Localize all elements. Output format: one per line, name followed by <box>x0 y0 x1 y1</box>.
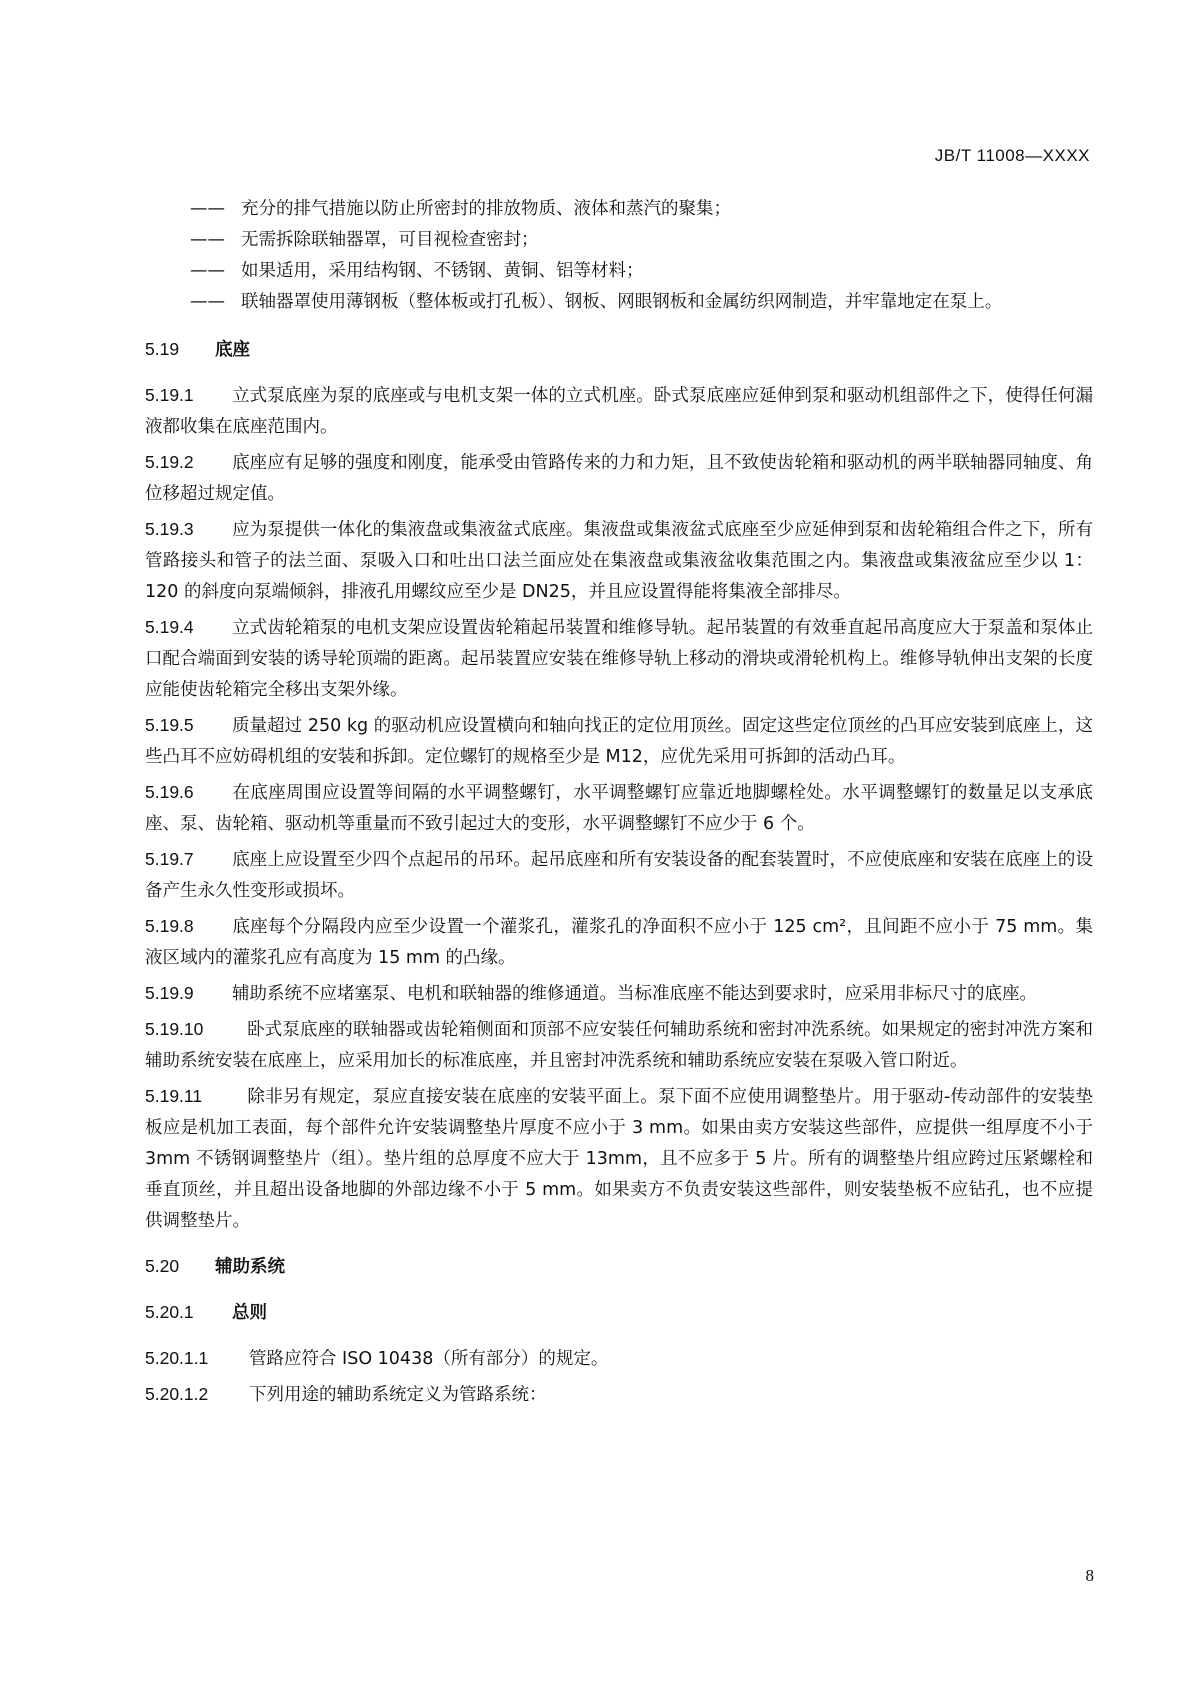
clause-5-19-8 <box>145 911 1093 974</box>
clause-5-19-10 <box>145 1014 1093 1077</box>
clause-number: 5.20.1.2 <box>145 1384 209 1404</box>
section-heading-5-19 <box>145 334 1093 366</box>
clause-number: 5.19.8 <box>145 916 194 936</box>
dash-marker: —— <box>190 261 225 281</box>
list-item <box>145 225 1093 256</box>
clause-text: 下列用途的辅助系统定义为管路系统： <box>249 1385 547 1405</box>
list-item-text: 无需拆除联轴器罩，可目视检查密封； <box>241 230 539 250</box>
list-item-text: 充分的排气措施以防止所密封的排放物质、液体和蒸汽的聚集； <box>241 199 731 219</box>
clause-5-19-7 <box>145 844 1093 907</box>
list-item-text: 如果适用，采用结构钢、不锈钢、黄铜、铝等材料； <box>241 261 644 281</box>
clause-5-20-1-2 <box>145 1379 1093 1411</box>
dash-marker: —— <box>190 292 225 312</box>
clause-number: 5.19.10 <box>145 1019 204 1039</box>
section-title: 底座 <box>215 340 250 360</box>
section-heading-5-20-1 <box>145 1297 1093 1329</box>
clause-number: 5.19.6 <box>145 782 194 802</box>
clause-text: 立式泵底座为泵的底座或与电机支架一体的立式机座。卧式泵底座应延伸到泵和驱动机组部件之下，使得任何漏液都收集在底座范围内。 <box>145 386 1093 437</box>
page-body <box>145 194 1093 1415</box>
dash-list <box>145 194 1093 318</box>
clause-5-19-11 <box>145 1081 1093 1237</box>
clause-5-19-3 <box>145 514 1093 608</box>
clause-text: 管路应符合 ISO 10438（所有部分）的规定。 <box>249 1349 609 1369</box>
clause-5-19-4 <box>145 612 1093 706</box>
clause-number: 5.19.9 <box>145 983 194 1003</box>
clause-number: 5.19.2 <box>145 452 194 472</box>
list-item <box>145 256 1093 287</box>
clause-text: 辅助系统不应堵塞泵、电机和联轴器的维修通道。当标准底座不能达到要求时，应采用非标尺寸的底座。 <box>232 984 1037 1004</box>
clause-5-19-6 <box>145 777 1093 840</box>
section-number: 5.20 <box>145 1256 180 1276</box>
clause-number: 5.19.7 <box>145 849 194 869</box>
dash-marker: —— <box>190 230 225 250</box>
clause-number: 5.19.3 <box>145 519 194 539</box>
clause-text: 底座每个分隔段内应至少设置一个灌浆孔，灌浆孔的净面积不应小于 125 cm²，且间距不应小于 75 mm。集液区域内的灌浆孔应有高度为 15 mm 的凸缘。 <box>145 917 1093 968</box>
clause-5-20-1-1 <box>145 1343 1093 1375</box>
list-item <box>145 194 1093 225</box>
clause-number: 5.19.5 <box>145 715 194 735</box>
clause-text: 应为泵提供一体化的集液盘或集液盆式底座。集液盘或集液盆式底座至少应延伸到泵和齿轮箱组合件之下，所有管路接头和管子的法兰面、泵吸入口和吐出口法兰面应处在集液盘或集液盆收集范围之内。集液盘或集液盆应至少以 1：120 的斜度向泵端倾斜，排液孔用螺纹应至少是 DN25，并且应设置得能将集液全部排尽。 <box>145 520 1093 602</box>
clause-text: 质量超过 250 kg 的驱动机应设置横向和轴向找正的定位用顶丝。固定这些定位顶丝的凸耳应安装到底座上，这些凸耳不应妨碍机组的安装和拆卸。定位螺钉的规格至少是 M12，应优先采用可拆卸的活动凸耳。 <box>145 716 1093 767</box>
section-number: 5.20.1 <box>145 1302 194 1322</box>
section-number: 5.19 <box>145 339 180 359</box>
clause-text: 在底座周围应设置等间隔的水平调整螺钉，水平调整螺钉应靠近地脚螺栓处。水平调整螺钉的数量足以支承底座、泵、齿轮箱、驱动机等重量而不致引起过大的变形，水平调整螺钉不应少于 6 个。 <box>145 783 1093 834</box>
clause-5-19-2 <box>145 447 1093 510</box>
clause-5-19-9 <box>145 978 1093 1010</box>
clause-number: 5.19.11 <box>145 1086 203 1106</box>
list-item <box>145 287 1093 318</box>
section-title: 辅助系统 <box>215 1257 285 1277</box>
clause-number: 5.20.1.1 <box>145 1348 209 1368</box>
clause-text: 除非另有规定，泵应直接安装在底座的安装平面上。泵下面不应使用调整垫片。用于驱动-传动部件的安装垫板应是机加工表面，每个部件允许安装调整垫片厚度不应小于 3 mm。如果由卖方安装这些部件，应提供一组厚度不小于 3mm 不锈钢调整垫片（组）。垫片组的总厚度不应大于 13mm，且不应多于 5 片。所有的调整垫片组应跨过压紧螺栓和垂直顶丝，并且超出设备地脚的外部边缘不小于 5 mm。如果卖方不负责安装这些部件，则安装垫板不应钻孔，也不应提供调整垫片。 <box>145 1087 1093 1231</box>
clause-text: 卧式泵底座的联轴器或齿轮箱侧面和顶部不应安装任何辅助系统和密封冲洗系统。如果规定的密封冲洗方案和辅助系统安装在底座上，应采用加长的标准底座，并且密封冲洗系统和辅助系统应安装在泵吸入管口附近。 <box>145 1020 1093 1071</box>
dash-marker: —— <box>190 199 225 219</box>
clause-text: 立式齿轮箱泵的电机支架应设置齿轮箱起吊装置和维修导轨。起吊装置的有效垂直起吊高度应大于泵盖和泵体止口配合端面到安装的诱导轮顶端的距离。起吊装置应安装在维修导轨上移动的滑块或滑轮机构上。维修导轨伸出支架的长度应能使齿轮箱完全移出支架外缘。 <box>145 618 1093 700</box>
clause-5-19-1 <box>145 380 1093 443</box>
section-heading-5-20 <box>145 1251 1093 1283</box>
clause-5-19-5 <box>145 710 1093 773</box>
list-item-text: 联轴器罩使用薄钢板（整体板或打孔板）、钢板、网眼钢板和金属纺织网制造，并牢靠地定在泵上。 <box>241 292 1003 312</box>
document-code: JB/T 11008—XXXX <box>934 146 1090 165</box>
clause-number: 5.19.1 <box>145 385 194 405</box>
clause-number: 5.19.4 <box>145 617 194 637</box>
clause-text: 底座上应设置至少四个点起吊的吊环。起吊底座和所有安装设备的配套装置时，不应使底座和安装在底座上的设备产生永久性变形或损坏。 <box>145 850 1093 901</box>
clause-text: 底座应有足够的强度和刚度，能承受由管路传来的力和力矩，且不致使齿轮箱和驱动机的两半联轴器同轴度、角位移超过规定值。 <box>145 453 1093 504</box>
section-title: 总则 <box>232 1303 267 1323</box>
page-number: 8 <box>1085 1566 1094 1585</box>
